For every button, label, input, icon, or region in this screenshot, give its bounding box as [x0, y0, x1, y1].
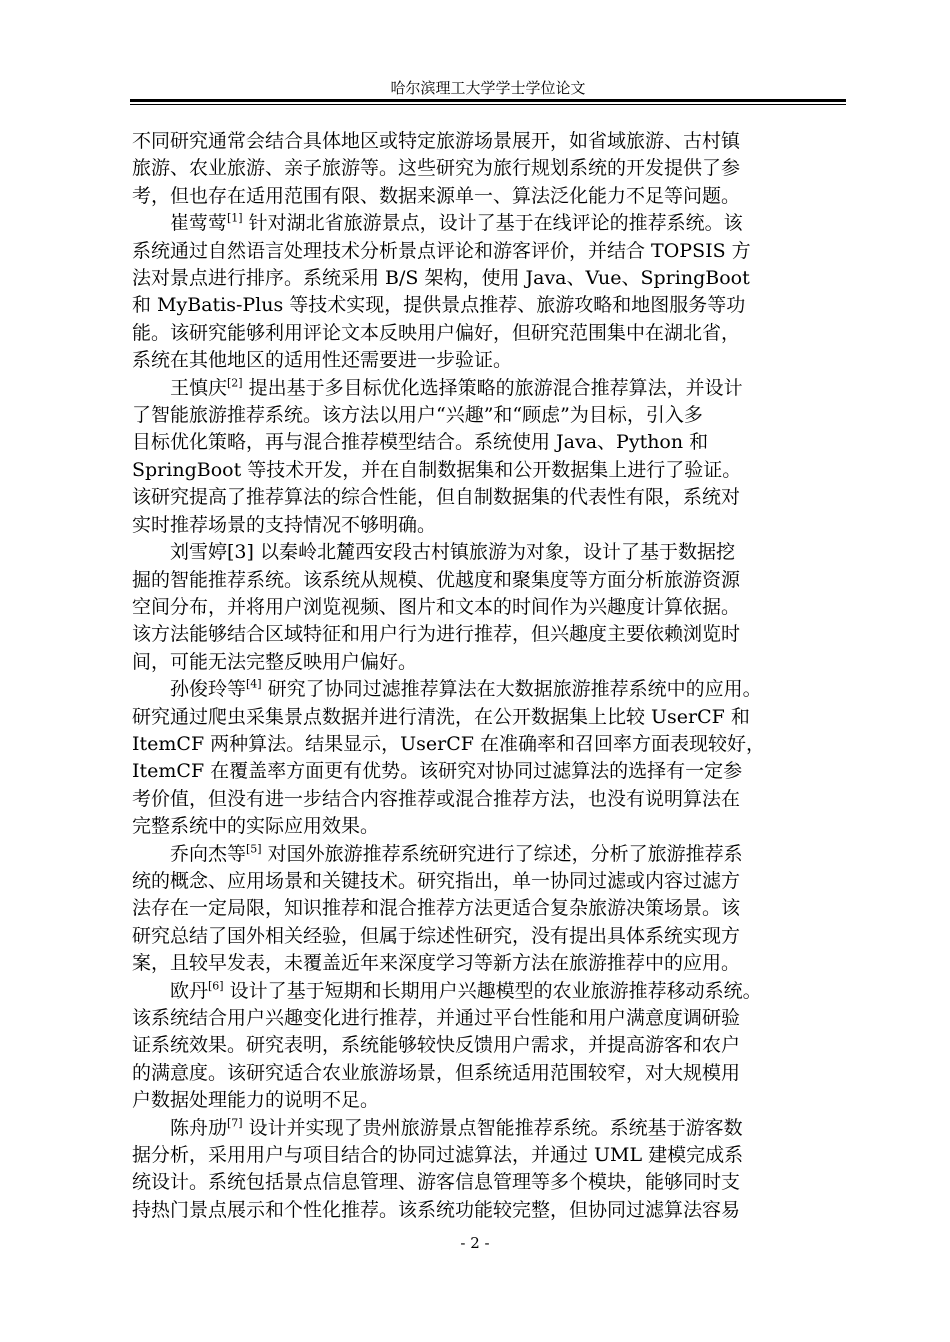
- text-line: 实时推荐场景的支持情况不够明确。: [132, 513, 437, 536]
- paragraph-first-line: [132, 841, 844, 868]
- citation-author: 乔向杰等: [170, 842, 247, 865]
- text-line: 统的概念、应用场景和关键技术。研究指出，单一协同过滤或内容过滤方: [132, 869, 741, 892]
- citation-reference: [7]: [227, 1116, 243, 1130]
- paragraph-lead-text: 设计并实现了贵州旅游景点智能推荐系统。系统基于游客数: [242, 1116, 743, 1139]
- paragraph: [132, 539, 844, 676]
- text-line: 考，但也存在适用范围有限、数据来源单一、算法泛化能力不足等问题。: [132, 184, 741, 207]
- text-line: 该系统结合用户兴趣变化进行推荐，并通过平台性能和用户满意度调研验: [132, 1007, 741, 1029]
- citation-reference: [4]: [246, 677, 262, 691]
- body-text: [132, 128, 844, 1224]
- text-line: 统设计。系统包括景点信息管理、游客信息管理等多个模块，能够同时支: [132, 1171, 741, 1194]
- paragraph-first-line: [132, 978, 844, 1005]
- page-number: - 2 -: [460, 1234, 490, 1252]
- text-line: 据分析，采用用户与项目结合的协同过滤算法，并通过 UML 建模完成系: [132, 1144, 744, 1167]
- paragraph-lead-text: 设计了基于短期和长期用户兴趣模型的农业旅游推荐移动系统。: [223, 979, 762, 1002]
- text-line: 研究总结了国外相关经验，但属于综述性研究，没有提出具体系统实现方: [132, 924, 741, 947]
- text-line: ItemCF 在覆盖率方面更有优势。该研究对协同过滤算法的选择有一定参: [132, 760, 743, 783]
- text-line: 空间分布，并将用户浏览视频、图片和文本的时间作为兴趣度计算依据。: [132, 595, 741, 618]
- paragraph: [132, 978, 844, 1115]
- text-line: 目标优化策略，再与混合推荐模型结合。系统使用 Java、Python 和: [132, 431, 709, 454]
- text-line: 考价值，但没有进一步结合内容推荐或混合推荐方法，也没有说明算法在: [132, 787, 741, 810]
- paragraph-lead-text: 对国外旅游推荐系统研究进行了综述，分析了旅游推荐系: [261, 842, 743, 865]
- text-line: 系统通过自然语言处理技术分析景点评论和游客评价，并结合 TOPSIS 方: [132, 239, 751, 262]
- citation-author: 孙俊玲等: [170, 678, 247, 701]
- citation-author: 崔莺莺: [170, 212, 228, 235]
- citation-reference: [1]: [227, 211, 243, 225]
- text-line: 旅游、农业旅游、亲子旅游等。这些研究为旅行规划系统的开发提供了参: [132, 157, 741, 180]
- text-line: 案，且较早发表，未覆盖近年来深度学习等新方法在旅游推荐中的应用。: [132, 952, 741, 975]
- text-line: 的满意度。该研究适合农业旅游场景，但系统适用范围较窄，对大规模用: [132, 1061, 741, 1084]
- text-line: 法对景点进行排序。系统采用 B/S 架构，使用 Java、Vue、SpringBoot: [132, 267, 750, 290]
- running-header: 哈尔滨理工大学学士学位论文: [390, 79, 586, 97]
- text-line: 不同研究通常会结合具体地区或特定旅游场景展开，如省域旅游、古村镇: [132, 130, 741, 152]
- paragraph-lead-text: 研究了协同过滤推荐算法在大数据旅游推荐系统中的应用。: [261, 678, 762, 701]
- citation-author: 王慎庆: [170, 376, 228, 399]
- text-line: 持热门景点展示和个性化推荐。该系统功能较完整，但协同过滤算法容易: [132, 1198, 741, 1221]
- paragraph-first-line: [132, 1115, 844, 1142]
- text-line: 掘的智能推荐系统。该系统从规模、优越度和聚集度等方面分析旅游资源: [132, 568, 741, 591]
- text-line: 证系统效果。研究表明，系统能够较快反馈用户需求，并提高游客和农户: [132, 1034, 741, 1057]
- citation-author: 欧丹: [170, 979, 209, 1002]
- text-line: 户数据处理能力的说明不足。: [132, 1089, 380, 1112]
- paragraph-lead-text: 提出基于多目标优化选择策略的旅游混合推荐算法，并设计: [242, 376, 743, 399]
- citation-reference: [2]: [227, 376, 243, 390]
- text-line: SpringBoot 等技术开发，并在自制数据集和公开数据集上进行了验证。: [132, 458, 742, 481]
- text-line: 该研究提高了推荐算法的综合性能，但自制数据集的代表性有限，系统对: [132, 486, 741, 509]
- text-line: 系统在其他地区的适用性还需要进一步验证。: [132, 349, 513, 372]
- paragraph-lead-text: 针对湖北省旅游景点，设计了基于在线评论的推荐系统。该: [242, 212, 743, 235]
- header-rule-thick: [130, 99, 846, 102]
- text-line: 该方法能够结合区域特征和用户行为进行推荐，但兴趣度主要依赖浏览时: [132, 623, 741, 646]
- text-line: 完整系统中的实际应用效果。: [132, 815, 380, 838]
- citation-author: 刘雪婷: [170, 541, 228, 564]
- text-line: 间，可能无法完整反映用户偏好。: [132, 650, 418, 673]
- paragraph-lead-text: [3] 以秦岭北麓西安段古村镇旅游为对象，设计了基于数据挖: [227, 541, 735, 564]
- paragraph: [132, 210, 844, 374]
- paragraph-first-line: [132, 676, 844, 703]
- citation-reference: [5]: [246, 842, 262, 856]
- paragraph: [132, 375, 844, 539]
- paragraph: [132, 841, 844, 978]
- paragraph: [132, 676, 844, 840]
- text-line: 和 MyBatis-Plus 等技术实现，提供景点推荐、旅游攻略和地图服务等功: [132, 294, 746, 317]
- paragraph-first-line: [132, 210, 844, 237]
- text-line: 法存在一定局限，知识推荐和混合推荐方法更适合复杂旅游决策场景。该: [132, 897, 741, 920]
- text-line: 能。该研究能够利用评论文本反映用户偏好，但研究范围集中在湖北省，: [132, 321, 741, 344]
- paragraph: [132, 128, 844, 210]
- citation-author: 陈舟劢: [170, 1116, 228, 1139]
- text-line: 了智能旅游推荐系统。该方法以用户“兴趣”和“顾虑”为目标，引入多: [132, 404, 703, 427]
- paragraph: [132, 1115, 844, 1225]
- paragraph-first-line: [132, 539, 844, 566]
- citation-reference: [6]: [208, 979, 224, 993]
- header-rule-thin: [130, 104, 846, 105]
- text-line: ItemCF 两种算法。结果显示，UserCF 在准确率和召回率方面表现较好，: [132, 732, 766, 755]
- paragraph-first-line: [132, 375, 844, 402]
- text-line: 研究通过爬虫采集景点数据并进行清洗，在公开数据集上比较 UserCF 和: [132, 705, 750, 728]
